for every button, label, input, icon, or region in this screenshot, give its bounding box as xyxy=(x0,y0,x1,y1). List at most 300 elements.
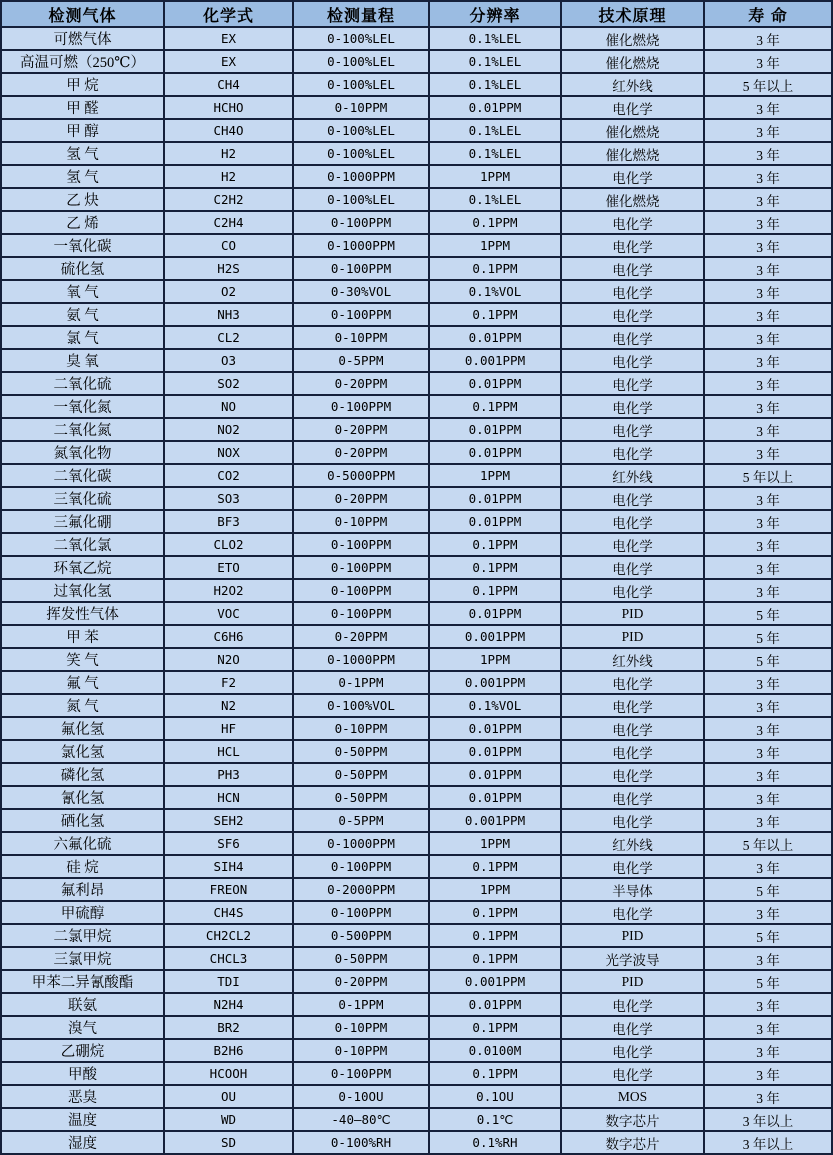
cell-range: 0-100PPM xyxy=(293,855,429,878)
column-header-formula: 化学式 xyxy=(164,1,293,27)
cell-resolution: 0.1%RH xyxy=(429,1131,561,1154)
cell-resolution: 0.1℃ xyxy=(429,1108,561,1131)
cell-principle: 红外线 xyxy=(561,73,704,96)
cell-range: 0-100PPM xyxy=(293,556,429,579)
cell-range: 0-1000PPM xyxy=(293,234,429,257)
cell-range: 0-10PPM xyxy=(293,510,429,533)
cell-gas: 环氧乙烷 xyxy=(1,556,164,579)
table-row xyxy=(1,717,832,740)
cell-formula: C2H4 xyxy=(164,211,293,234)
cell-range: 0-100PPM xyxy=(293,901,429,924)
cell-gas: 氯 气 xyxy=(1,326,164,349)
cell-formula: HCN xyxy=(164,786,293,809)
cell-gas: 氮 气 xyxy=(1,694,164,717)
cell-formula: EX xyxy=(164,50,293,73)
cell-gas: 联氨 xyxy=(1,993,164,1016)
cell-resolution: 0.01PPM xyxy=(429,418,561,441)
cell-life: 3 年 xyxy=(704,27,832,50)
cell-principle: 电化学 xyxy=(561,1039,704,1062)
cell-life: 3 年以上 xyxy=(704,1108,832,1131)
cell-resolution: 0.0100M xyxy=(429,1039,561,1062)
cell-resolution: 0.1PPM xyxy=(429,556,561,579)
cell-range: 0-20PPM xyxy=(293,441,429,464)
cell-life: 3 年 xyxy=(704,901,832,924)
cell-resolution: 0.01PPM xyxy=(429,740,561,763)
cell-life: 5 年 xyxy=(704,924,832,947)
cell-gas: 硒化氢 xyxy=(1,809,164,832)
cell-range: 0-50PPM xyxy=(293,763,429,786)
cell-gas: 三氧化硫 xyxy=(1,487,164,510)
cell-principle: 数字芯片 xyxy=(561,1108,704,1131)
cell-life: 3 年 xyxy=(704,740,832,763)
cell-resolution: 1PPM xyxy=(429,464,561,487)
cell-formula: HCOOH xyxy=(164,1062,293,1085)
cell-gas: 臭 氧 xyxy=(1,349,164,372)
table-row xyxy=(1,395,832,418)
cell-resolution: 0.1PPM xyxy=(429,211,561,234)
cell-principle: 电化学 xyxy=(561,694,704,717)
cell-formula: O3 xyxy=(164,349,293,372)
cell-resolution: 1PPM xyxy=(429,832,561,855)
cell-principle: 电化学 xyxy=(561,441,704,464)
cell-formula: SEH2 xyxy=(164,809,293,832)
cell-range: 0-50PPM xyxy=(293,947,429,970)
cell-life: 3 年 xyxy=(704,533,832,556)
cell-resolution: 0.1%VOL xyxy=(429,280,561,303)
cell-resolution: 0.01PPM xyxy=(429,993,561,1016)
cell-principle: 电化学 xyxy=(561,1016,704,1039)
cell-resolution: 0.01PPM xyxy=(429,763,561,786)
cell-formula: BF3 xyxy=(164,510,293,533)
table-row xyxy=(1,1062,832,1085)
cell-range: 0-100PPM xyxy=(293,303,429,326)
cell-formula: TDI xyxy=(164,970,293,993)
cell-gas: 硅 烷 xyxy=(1,855,164,878)
cell-resolution: 0.1%LEL xyxy=(429,73,561,96)
cell-range: 0-100PPM xyxy=(293,602,429,625)
cell-principle: 电化学 xyxy=(561,418,704,441)
table-row xyxy=(1,165,832,188)
cell-formula: F2 xyxy=(164,671,293,694)
cell-range: 0-10PPM xyxy=(293,326,429,349)
cell-principle: 红外线 xyxy=(561,832,704,855)
cell-formula: H2O2 xyxy=(164,579,293,602)
cell-resolution: 0.001PPM xyxy=(429,625,561,648)
cell-principle: PID xyxy=(561,625,704,648)
cell-life: 3 年 xyxy=(704,165,832,188)
table-body xyxy=(1,27,832,1154)
cell-gas: 氰化氢 xyxy=(1,786,164,809)
cell-gas: 乙 烯 xyxy=(1,211,164,234)
table-row xyxy=(1,188,832,211)
cell-formula: SD xyxy=(164,1131,293,1154)
cell-principle: 电化学 xyxy=(561,280,704,303)
cell-gas: 甲 苯 xyxy=(1,625,164,648)
table-row xyxy=(1,1108,832,1131)
cell-principle: PID xyxy=(561,602,704,625)
table-row xyxy=(1,280,832,303)
cell-formula: C6H6 xyxy=(164,625,293,648)
cell-principle: 电化学 xyxy=(561,901,704,924)
cell-range: 0-5000PPM xyxy=(293,464,429,487)
table-row xyxy=(1,671,832,694)
cell-gas: 高温可燃（250℃） xyxy=(1,50,164,73)
cell-resolution: 0.01PPM xyxy=(429,510,561,533)
cell-life: 3 年 xyxy=(704,487,832,510)
table-row xyxy=(1,740,832,763)
cell-resolution: 0.1PPM xyxy=(429,303,561,326)
cell-life: 3 年 xyxy=(704,50,832,73)
cell-resolution: 0.1PPM xyxy=(429,579,561,602)
column-header-gas: 检测气体 xyxy=(1,1,164,27)
table-row xyxy=(1,234,832,257)
cell-gas: 三氟化硼 xyxy=(1,510,164,533)
cell-life: 5 年 xyxy=(704,648,832,671)
cell-formula: CLO2 xyxy=(164,533,293,556)
cell-life: 3 年 xyxy=(704,1016,832,1039)
cell-range: 0-100%VOL xyxy=(293,694,429,717)
cell-principle: 红外线 xyxy=(561,464,704,487)
cell-principle: 电化学 xyxy=(561,487,704,510)
cell-range: 0-100%LEL xyxy=(293,142,429,165)
column-header-principle: 技术原理 xyxy=(561,1,704,27)
table-row xyxy=(1,648,832,671)
cell-range: 0-20PPM xyxy=(293,970,429,993)
cell-formula: H2 xyxy=(164,165,293,188)
cell-formula: CH2CL2 xyxy=(164,924,293,947)
cell-gas: 氨 气 xyxy=(1,303,164,326)
cell-principle: MOS xyxy=(561,1085,704,1108)
cell-principle: 电化学 xyxy=(561,96,704,119)
cell-gas: 三氯甲烷 xyxy=(1,947,164,970)
cell-resolution: 0.1%LEL xyxy=(429,50,561,73)
cell-range: 0-100%LEL xyxy=(293,50,429,73)
cell-range: 0-5PPM xyxy=(293,349,429,372)
cell-life: 3 年 xyxy=(704,142,832,165)
cell-life: 5 年以上 xyxy=(704,832,832,855)
cell-resolution: 0.01PPM xyxy=(429,487,561,510)
cell-formula: EX xyxy=(164,27,293,50)
cell-formula: H2S xyxy=(164,257,293,280)
cell-life: 3 年 xyxy=(704,257,832,280)
cell-life: 3 年 xyxy=(704,671,832,694)
table-row xyxy=(1,1039,832,1062)
cell-principle: 半导体 xyxy=(561,878,704,901)
cell-formula: NOX xyxy=(164,441,293,464)
table-row xyxy=(1,510,832,533)
cell-range: 0-100PPM xyxy=(293,1062,429,1085)
table-row xyxy=(1,533,832,556)
cell-resolution: 0.01PPM xyxy=(429,372,561,395)
cell-range: 0-1PPM xyxy=(293,671,429,694)
table-row xyxy=(1,50,832,73)
cell-formula: CL2 xyxy=(164,326,293,349)
cell-principle: 电化学 xyxy=(561,556,704,579)
cell-resolution: 1PPM xyxy=(429,234,561,257)
table-row xyxy=(1,349,832,372)
cell-principle: 电化学 xyxy=(561,395,704,418)
cell-gas: 氧 气 xyxy=(1,280,164,303)
cell-life: 3 年 xyxy=(704,280,832,303)
cell-principle: 电化学 xyxy=(561,510,704,533)
cell-life: 3 年 xyxy=(704,556,832,579)
cell-gas: 甲苯二异氰酸酯 xyxy=(1,970,164,993)
cell-range: 0-20PPM xyxy=(293,487,429,510)
cell-life: 3 年以上 xyxy=(704,1131,832,1154)
cell-principle: 电化学 xyxy=(561,717,704,740)
cell-principle: 电化学 xyxy=(561,1062,704,1085)
cell-principle: 催化燃烧 xyxy=(561,27,704,50)
cell-resolution: 0.001PPM xyxy=(429,809,561,832)
cell-gas: 六氟化硫 xyxy=(1,832,164,855)
cell-formula: SO3 xyxy=(164,487,293,510)
cell-formula: O2 xyxy=(164,280,293,303)
cell-life: 3 年 xyxy=(704,579,832,602)
cell-life: 3 年 xyxy=(704,188,832,211)
cell-range: -40—80℃ xyxy=(293,1108,429,1131)
cell-gas: 甲酸 xyxy=(1,1062,164,1085)
cell-life: 5 年 xyxy=(704,602,832,625)
cell-principle: 电化学 xyxy=(561,533,704,556)
cell-gas: 氟 气 xyxy=(1,671,164,694)
table-row xyxy=(1,901,832,924)
cell-gas: 乙硼烷 xyxy=(1,1039,164,1062)
cell-life: 3 年 xyxy=(704,303,832,326)
cell-resolution: 0.1%LEL xyxy=(429,119,561,142)
cell-resolution: 0.1OU xyxy=(429,1085,561,1108)
cell-principle: 电化学 xyxy=(561,257,704,280)
table-row xyxy=(1,1016,832,1039)
cell-range: 0-100%LEL xyxy=(293,188,429,211)
cell-life: 3 年 xyxy=(704,947,832,970)
cell-gas: 甲硫醇 xyxy=(1,901,164,924)
cell-formula: HF xyxy=(164,717,293,740)
cell-life: 3 年 xyxy=(704,717,832,740)
cell-gas: 甲 醇 xyxy=(1,119,164,142)
cell-gas: 二氧化氯 xyxy=(1,533,164,556)
cell-formula: N2O xyxy=(164,648,293,671)
cell-range: 0-10PPM xyxy=(293,1016,429,1039)
table-row xyxy=(1,418,832,441)
cell-range: 0-10PPM xyxy=(293,96,429,119)
cell-range: 0-1000PPM xyxy=(293,832,429,855)
cell-formula: PH3 xyxy=(164,763,293,786)
cell-life: 5 年 xyxy=(704,878,832,901)
cell-gas: 硫化氢 xyxy=(1,257,164,280)
column-header-life: 寿 命 xyxy=(704,1,832,27)
cell-resolution: 0.001PPM xyxy=(429,970,561,993)
cell-range: 0-100%LEL xyxy=(293,27,429,50)
cell-formula: CO xyxy=(164,234,293,257)
cell-principle: 光学波导 xyxy=(561,947,704,970)
cell-range: 0-1PPM xyxy=(293,993,429,1016)
table-row xyxy=(1,487,832,510)
cell-formula: NO xyxy=(164,395,293,418)
cell-resolution: 0.01PPM xyxy=(429,326,561,349)
cell-formula: CH4 xyxy=(164,73,293,96)
cell-life: 3 年 xyxy=(704,993,832,1016)
cell-formula: B2H6 xyxy=(164,1039,293,1062)
cell-formula: CH4O xyxy=(164,119,293,142)
cell-principle: PID xyxy=(561,924,704,947)
cell-range: 0-30%VOL xyxy=(293,280,429,303)
cell-principle: 电化学 xyxy=(561,234,704,257)
table-row xyxy=(1,993,832,1016)
cell-formula: SO2 xyxy=(164,372,293,395)
cell-formula: WD xyxy=(164,1108,293,1131)
cell-life: 5 年 xyxy=(704,625,832,648)
cell-life: 3 年 xyxy=(704,441,832,464)
cell-range: 0-20PPM xyxy=(293,372,429,395)
cell-resolution: 0.01PPM xyxy=(429,786,561,809)
cell-resolution: 0.1PPM xyxy=(429,947,561,970)
cell-gas: 溴气 xyxy=(1,1016,164,1039)
cell-resolution: 0.1PPM xyxy=(429,901,561,924)
cell-life: 5 年以上 xyxy=(704,73,832,96)
cell-formula: OU xyxy=(164,1085,293,1108)
table-row xyxy=(1,372,832,395)
cell-principle: 数字芯片 xyxy=(561,1131,704,1154)
cell-formula: HCHO xyxy=(164,96,293,119)
cell-gas: 一氧化碳 xyxy=(1,234,164,257)
cell-range: 0-1000PPM xyxy=(293,648,429,671)
column-header-resolution: 分辨率 xyxy=(429,1,561,27)
cell-resolution: 0.1PPM xyxy=(429,1016,561,1039)
cell-gas: 氢 气 xyxy=(1,165,164,188)
cell-life: 5 年以上 xyxy=(704,464,832,487)
table-row xyxy=(1,27,832,50)
table-row xyxy=(1,855,832,878)
cell-gas: 二氧化氮 xyxy=(1,418,164,441)
cell-range: 0-1000PPM xyxy=(293,165,429,188)
cell-resolution: 0.01PPM xyxy=(429,441,561,464)
cell-formula: NO2 xyxy=(164,418,293,441)
cell-resolution: 1PPM xyxy=(429,878,561,901)
cell-gas: 二氧化硫 xyxy=(1,372,164,395)
cell-life: 3 年 xyxy=(704,763,832,786)
cell-resolution: 0.001PPM xyxy=(429,349,561,372)
cell-range: 0-10PPM xyxy=(293,1039,429,1062)
cell-principle: 电化学 xyxy=(561,303,704,326)
cell-range: 0-100%LEL xyxy=(293,119,429,142)
table-row xyxy=(1,878,832,901)
table-row xyxy=(1,119,832,142)
cell-gas: 二氧化碳 xyxy=(1,464,164,487)
column-header-range: 检测量程 xyxy=(293,1,429,27)
cell-life: 3 年 xyxy=(704,211,832,234)
cell-life: 3 年 xyxy=(704,96,832,119)
table-row xyxy=(1,579,832,602)
cell-range: 0-100PPM xyxy=(293,533,429,556)
cell-range: 0-20PPM xyxy=(293,625,429,648)
table-row xyxy=(1,1085,832,1108)
cell-principle: 催化燃烧 xyxy=(561,50,704,73)
cell-resolution: 0.1PPM xyxy=(429,257,561,280)
cell-life: 3 年 xyxy=(704,326,832,349)
cell-principle: 电化学 xyxy=(561,786,704,809)
cell-formula: N2H4 xyxy=(164,993,293,1016)
cell-principle: 催化燃烧 xyxy=(561,142,704,165)
cell-gas: 乙 炔 xyxy=(1,188,164,211)
cell-principle: 电化学 xyxy=(561,579,704,602)
cell-principle: 电化学 xyxy=(561,855,704,878)
cell-principle: 电化学 xyxy=(561,671,704,694)
table-row xyxy=(1,924,832,947)
table-row xyxy=(1,1131,832,1154)
cell-principle: 电化学 xyxy=(561,349,704,372)
cell-formula: CH4S xyxy=(164,901,293,924)
cell-resolution: 0.1%VOL xyxy=(429,694,561,717)
cell-principle: PID xyxy=(561,970,704,993)
cell-resolution: 1PPM xyxy=(429,165,561,188)
cell-life: 3 年 xyxy=(704,1062,832,1085)
cell-principle: 催化燃烧 xyxy=(561,119,704,142)
cell-principle: 电化学 xyxy=(561,993,704,1016)
cell-formula: HCL xyxy=(164,740,293,763)
cell-range: 0-100PPM xyxy=(293,579,429,602)
cell-life: 3 年 xyxy=(704,855,832,878)
cell-principle: 电化学 xyxy=(561,740,704,763)
table-row xyxy=(1,211,832,234)
cell-range: 0-100%LEL xyxy=(293,73,429,96)
cell-gas: 氮氧化物 xyxy=(1,441,164,464)
cell-formula: ETO xyxy=(164,556,293,579)
cell-formula: CO2 xyxy=(164,464,293,487)
cell-resolution: 0.1%LEL xyxy=(429,188,561,211)
table-row xyxy=(1,303,832,326)
cell-formula: FREON xyxy=(164,878,293,901)
table-row xyxy=(1,763,832,786)
cell-range: 0-20PPM xyxy=(293,418,429,441)
table-row xyxy=(1,602,832,625)
cell-range: 0-50PPM xyxy=(293,786,429,809)
table-row xyxy=(1,96,832,119)
cell-range: 0-10PPM xyxy=(293,717,429,740)
table-row xyxy=(1,142,832,165)
table-row xyxy=(1,73,832,96)
cell-principle: 电化学 xyxy=(561,165,704,188)
cell-gas: 甲 烷 xyxy=(1,73,164,96)
cell-formula: H2 xyxy=(164,142,293,165)
cell-resolution: 0.1PPM xyxy=(429,924,561,947)
cell-resolution: 0.01PPM xyxy=(429,602,561,625)
cell-gas: 氢 气 xyxy=(1,142,164,165)
cell-range: 0-100PPM xyxy=(293,395,429,418)
cell-resolution: 0.001PPM xyxy=(429,671,561,694)
cell-principle: 催化燃烧 xyxy=(561,188,704,211)
cell-principle: 电化学 xyxy=(561,326,704,349)
cell-principle: 电化学 xyxy=(561,763,704,786)
cell-formula: CHCL3 xyxy=(164,947,293,970)
table-row xyxy=(1,441,832,464)
table-row xyxy=(1,694,832,717)
cell-resolution: 0.01PPM xyxy=(429,717,561,740)
cell-life: 3 年 xyxy=(704,418,832,441)
cell-formula: N2 xyxy=(164,694,293,717)
cell-gas: 一氧化氮 xyxy=(1,395,164,418)
cell-formula: BR2 xyxy=(164,1016,293,1039)
cell-range: 0-500PPM xyxy=(293,924,429,947)
cell-range: 0-2000PPM xyxy=(293,878,429,901)
cell-gas: 磷化氢 xyxy=(1,763,164,786)
cell-gas: 笑 气 xyxy=(1,648,164,671)
cell-principle: 红外线 xyxy=(561,648,704,671)
cell-resolution: 0.1%LEL xyxy=(429,27,561,50)
cell-formula: SIH4 xyxy=(164,855,293,878)
table-row xyxy=(1,326,832,349)
cell-gas: 甲 醛 xyxy=(1,96,164,119)
table-row xyxy=(1,786,832,809)
